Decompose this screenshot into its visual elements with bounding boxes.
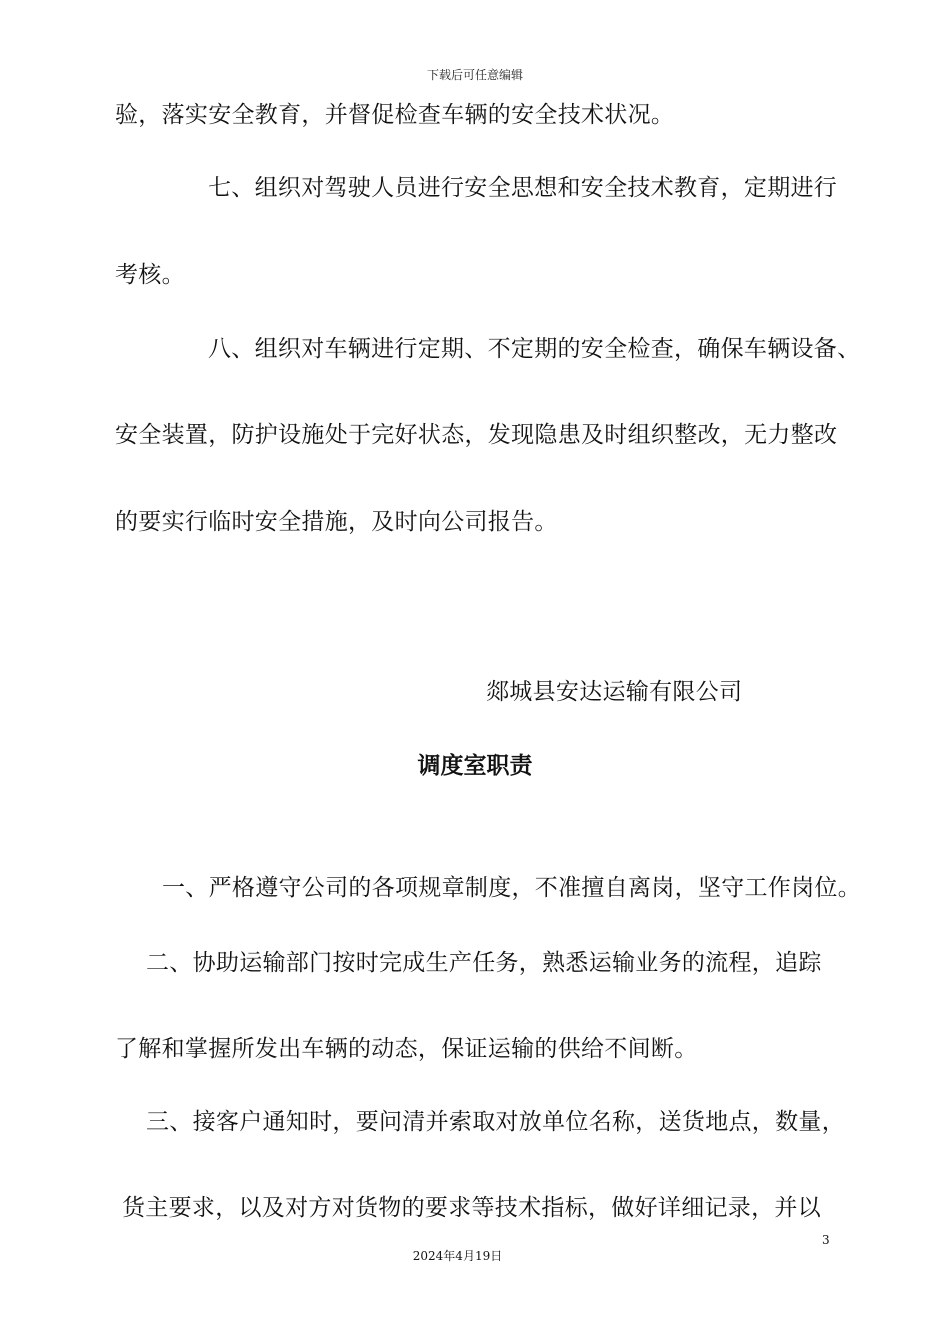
duty-line-5: 货主要求，以及对方对货物的要求等技术指标，做好详细记录，并以	[122, 1195, 821, 1221]
body-line-6: 的要实行临时安全措施，及时向公司报告。	[115, 509, 558, 535]
footer-date: 2024年4月19日	[412, 1249, 503, 1263]
header-note: 下载后可任意编辑	[426, 68, 523, 82]
body-line-1: 验，落实安全教育，并督促检查车辆的安全技术状况。	[115, 102, 675, 128]
duty-line-1: 一、严格遵守公司的各项规章制度，不准擅自离岗，坚守工作岗位。	[162, 875, 861, 901]
body-line-3: 考核。	[115, 262, 185, 288]
duty-line-2: 二、协助运输部门按时完成生产任务，熟悉运输业务的流程，追踪	[146, 950, 822, 976]
body-line-2: 七、组织对驾驶人员进行安全思想和安全技术教育，定期进行	[208, 175, 838, 201]
duty-line-4: 三、接客户通知时，要问清并索取对放单位名称，送货地点，数量，	[146, 1109, 845, 1135]
section-title: 调度室职责	[417, 753, 533, 779]
page-number: 3	[822, 1233, 830, 1247]
duty-line-3: 了解和掌握所发出车辆的动态，保证运输的供给不间断。	[115, 1036, 698, 1062]
company-signature: 郯城县安达运输有限公司	[486, 679, 743, 705]
body-line-4: 八、组织对车辆进行定期、不定期的安全检查，确保车辆设备、	[208, 336, 861, 362]
body-line-5: 安全装置，防护设施处于完好状态，发现隐患及时组织整改，无力整改	[115, 422, 838, 448]
